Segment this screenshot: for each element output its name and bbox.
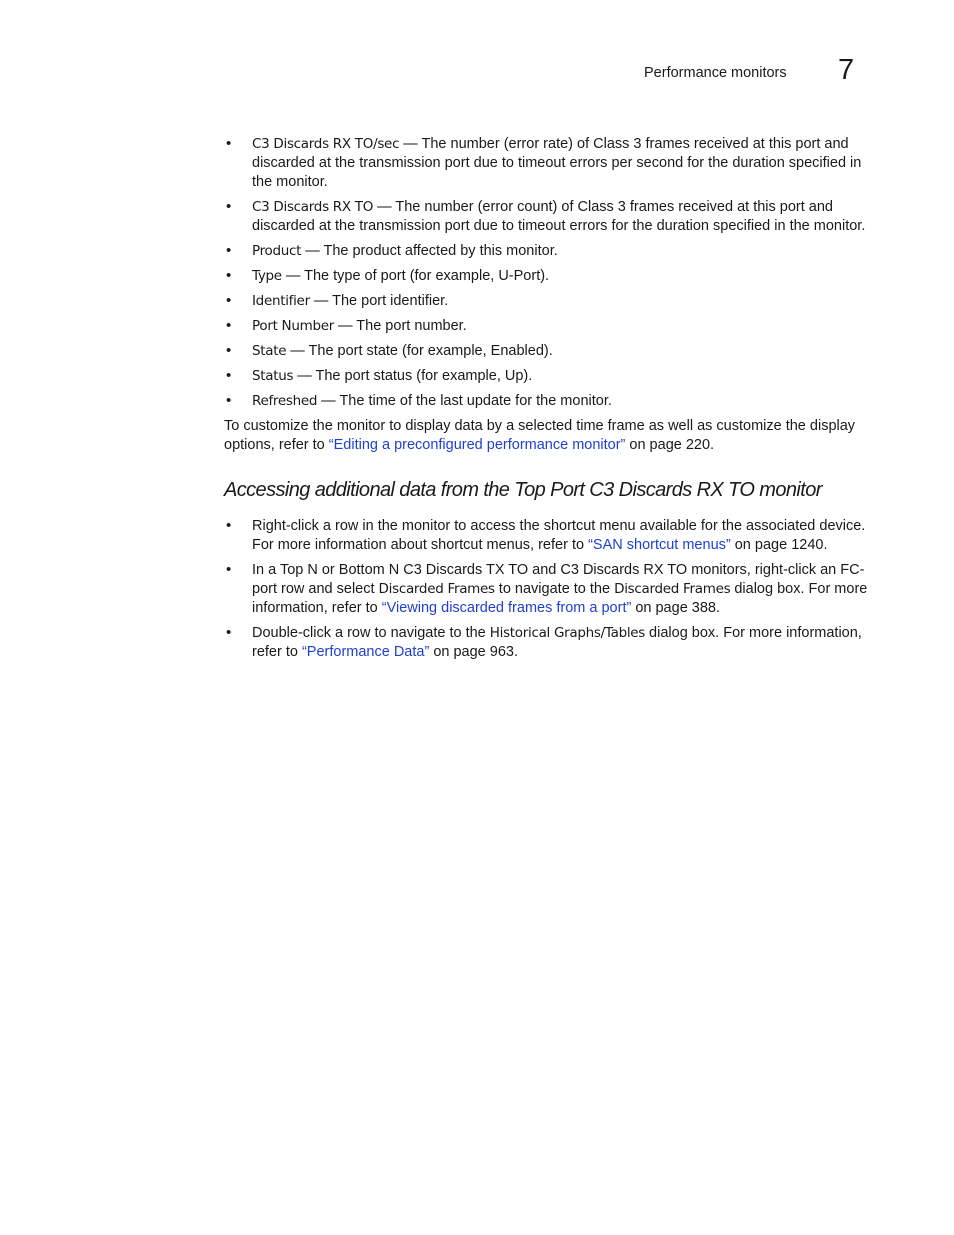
definition-list [224, 135, 874, 411]
list-item [224, 242, 874, 261]
list-item [224, 135, 874, 192]
definition-term: Type [252, 268, 282, 284]
definition-desc: — The type of port (for example, U-Port). [281, 268, 550, 284]
definition-term: C3 Discards RX TO [252, 199, 374, 215]
item-text: Double-click a row to navigate to the [252, 625, 490, 641]
ui-term: Discarded Frames [614, 581, 731, 597]
definition-term: State [252, 343, 287, 359]
definition-term: C3 Discards RX TO/sec [252, 136, 400, 152]
definition-term: Refreshed [252, 393, 318, 409]
list-item [224, 292, 874, 311]
item-text: on page 1240. [730, 537, 828, 553]
ui-term: Historical Graphs/Tables [489, 625, 646, 641]
performance-data-link[interactable]: “Performance Data” [301, 644, 430, 660]
item-text: In a Top N or Bottom N C3 Discards TX TO and C3 Discards RX TO monitors, right-click an FC-port row and select [252, 562, 865, 597]
editing-monitor-link[interactable]: “Editing a preconfigured performance monitor” [328, 437, 626, 453]
definition-term: Port Number [252, 318, 334, 334]
list-item [224, 317, 874, 336]
customize-paragraph [224, 417, 874, 455]
definition-desc: — The time of the last update for the monitor. [317, 393, 612, 409]
definition-desc: — The port identifier. [309, 293, 449, 309]
paragraph-text: on page 220. [625, 437, 715, 453]
chapter-number: 7 [838, 54, 855, 86]
page-content [224, 135, 874, 668]
section-heading: Accessing additional data from the Top Port C3 Discards RX TO monitor [224, 479, 822, 501]
definition-term: Identifier [252, 293, 310, 309]
item-text: on page 963. [429, 644, 518, 660]
item-text: dialog box. For more information, refer to [252, 581, 868, 616]
item-text: on page 388. [631, 600, 721, 616]
list-item [224, 342, 874, 361]
running-header-title: Performance monitors [644, 65, 787, 81]
list-item [224, 198, 874, 236]
ui-term: Discarded Frames [378, 581, 495, 597]
item-text: to navigate to the [494, 581, 615, 597]
list-item [224, 517, 874, 555]
list-item [224, 267, 874, 286]
san-shortcut-menus-link[interactable]: “SAN shortcut menus” [588, 537, 731, 553]
item-text: dialog box. For more information, refer to [252, 625, 862, 660]
list-item [224, 367, 874, 386]
list-item [224, 561, 874, 618]
list-item [224, 624, 874, 662]
definition-desc: — The product affected by this monitor. [301, 243, 558, 259]
item-text: Right-click a row in the monitor to access the shortcut menu available for the associated device. For more information about shortcut menus, refer to [252, 518, 866, 553]
access-data-list [224, 517, 874, 662]
list-item [224, 392, 874, 411]
definition-desc: — The number (error count) of Class 3 frames received at this port and discarded at the transmission port due to timeout errors for the duration specified in the monitor. [252, 199, 866, 234]
definition-desc: — The port status (for example, Up). [293, 368, 533, 384]
definition-desc: — The port state (for example, Enabled). [286, 343, 553, 359]
paragraph-text: To customize the monitor to display data by a selected time frame as well as customize the display options, refer to [224, 418, 856, 453]
definition-term: Status [252, 368, 294, 384]
definition-desc: — The number (error rate) of Class 3 frames received at this port and discarded at the transmission port due to timeout errors per second for the duration specified in the monitor. [252, 136, 862, 190]
definition-desc: — The port number. [334, 318, 467, 334]
discarded-frames-link[interactable]: “Viewing discarded frames from a port” [381, 600, 632, 616]
definition-term: Product [252, 243, 302, 259]
